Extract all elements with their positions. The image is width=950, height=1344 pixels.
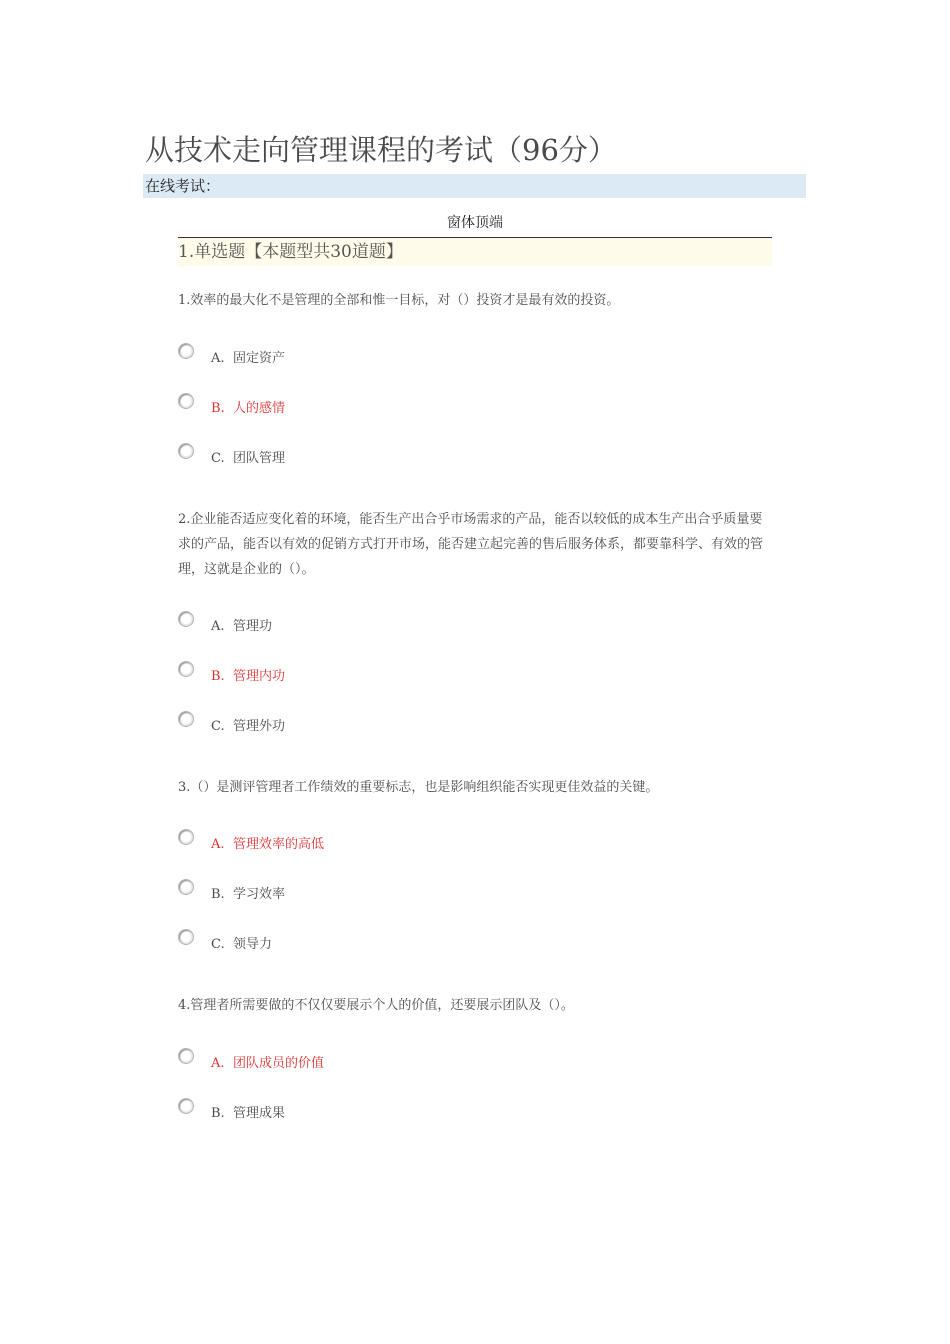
- option-text: 领导力: [233, 937, 273, 952]
- section-header: 1.单选题【本题型共30道题】: [178, 238, 772, 266]
- question-3-text: 3.（）是测评管理者工作绩效的重要标志，也是影响组织能否实现更佳效益的关键。: [178, 780, 659, 795]
- option-letter: B.: [211, 669, 225, 684]
- option-text: 固定资产: [233, 351, 286, 366]
- radio-button[interactable]: [178, 1098, 194, 1114]
- radio-button[interactable]: [178, 393, 194, 409]
- option-text: 管理效率的高低: [233, 837, 325, 852]
- option-text: 学习效率: [233, 887, 286, 902]
- radio-button[interactable]: [178, 879, 194, 895]
- question-3-option-b[interactable]: [178, 879, 578, 909]
- radio-button[interactable]: [178, 929, 194, 945]
- option-letter: C.: [211, 719, 225, 734]
- question-2-option-a[interactable]: [178, 611, 578, 641]
- radio-button[interactable]: [178, 661, 194, 677]
- radio-button[interactable]: [178, 829, 194, 845]
- option-text: 管理成果: [233, 1106, 286, 1121]
- option-letter: A.: [211, 1056, 225, 1071]
- online-exam-bar: [143, 174, 806, 198]
- online-exam-label: 在线考试：: [145, 177, 221, 195]
- form-top-label: 窗体顶端: [447, 215, 503, 231]
- page-title: 从技术走向管理课程的考试（96分）: [145, 133, 617, 167]
- option-text: 管理外功: [233, 719, 286, 734]
- option-text: 团队成员的价值: [233, 1056, 325, 1071]
- question-2-option-c[interactable]: [178, 711, 578, 741]
- option-text: 管理功: [233, 619, 273, 634]
- option-text: 管理内功: [233, 669, 286, 684]
- question-4-option-b[interactable]: [178, 1098, 578, 1128]
- question-1-option-a[interactable]: [178, 343, 578, 373]
- option-letter: B.: [211, 887, 225, 902]
- option-letter: B.: [211, 1106, 225, 1121]
- radio-button[interactable]: [178, 711, 194, 727]
- question-4-option-a[interactable]: [178, 1048, 578, 1078]
- option-text: 团队管理: [233, 451, 286, 466]
- option-letter: B.: [211, 401, 225, 416]
- question-2-option-b[interactable]: [178, 661, 578, 691]
- option-letter: C.: [211, 451, 225, 466]
- radio-button[interactable]: [178, 1048, 194, 1064]
- radio-button[interactable]: [178, 611, 194, 627]
- question-3-option-c[interactable]: [178, 929, 578, 959]
- question-4-text: 4.管理者所需要做的不仅仅要展示个人的价值，还要展示团队及（）。: [178, 998, 574, 1013]
- option-text: 人的感情: [233, 401, 286, 416]
- question-1-option-c[interactable]: [178, 443, 578, 473]
- question-1-option-b[interactable]: [178, 393, 578, 423]
- option-letter: A.: [211, 837, 225, 852]
- radio-button[interactable]: [178, 343, 194, 359]
- question-3-option-a[interactable]: [178, 829, 578, 859]
- question-2-text: 2.企业能否适应变化着的环境，能否生产出合乎市场需求的产品，能否以较低的成本生产出合乎质量要求的产品，能否以有效的促销方式打开市场，能否建立起完善的售后服务体系，都要靠科学、有效的管理，这就是企业的（）。: [178, 512, 764, 577]
- option-letter: A.: [211, 351, 225, 366]
- radio-button[interactable]: [178, 443, 194, 459]
- question-1-text: 1.效率的最大化不是管理的全部和惟一目标，对（）投资才是最有效的投资。: [178, 293, 620, 308]
- option-letter: A.: [211, 619, 225, 634]
- option-letter: C.: [211, 937, 225, 952]
